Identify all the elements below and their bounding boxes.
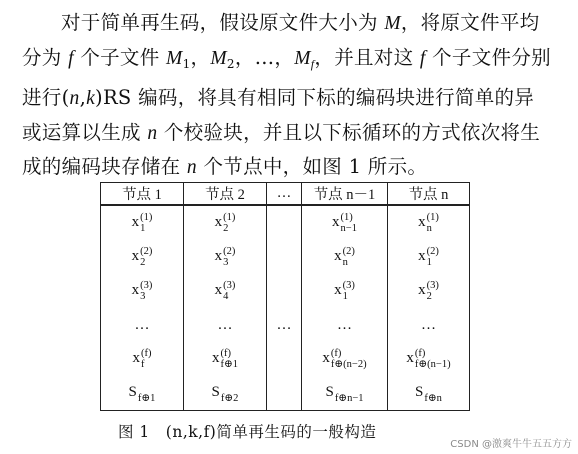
table-cell (184, 342, 267, 376)
symbol-subscript: f⊕1 (137, 393, 156, 404)
text-run: 对于简单再生码，假设原文件大小为 (61, 11, 385, 34)
symbol-base: … (421, 316, 436, 333)
symbol-subscript: f⊕n (424, 393, 442, 404)
symbol-base: x (406, 350, 414, 367)
text-run: ， (190, 45, 211, 69)
symbol-superscript: (1) (340, 212, 353, 223)
symbol-subscript: 1 (140, 223, 146, 234)
symbol-subscript: 3 (140, 291, 146, 302)
table-cell (267, 205, 302, 240)
symbol-scripts (331, 348, 367, 370)
table-cell (267, 308, 302, 342)
math-var: f (68, 47, 74, 69)
math-sub: 1 (182, 56, 191, 71)
symbol-base: x (131, 282, 140, 299)
symbol-base: x (418, 248, 426, 265)
table-cell (184, 205, 267, 240)
table-cell (101, 274, 184, 308)
symbol-subscript: 2 (223, 223, 229, 234)
table-row (101, 342, 470, 376)
symbol-scripts (427, 246, 439, 268)
symbol-subscript: 3 (223, 257, 229, 268)
symbol-scripts (140, 280, 152, 302)
para-line-2 (22, 41, 558, 82)
header-node-n: 节点 n (388, 183, 470, 206)
table-cell (302, 308, 388, 342)
symbol-base: S (325, 384, 334, 401)
table-cell (302, 240, 388, 274)
para-line-3 (22, 81, 558, 116)
symbol-superscript: (f) (141, 348, 152, 359)
symbol-scripts (427, 280, 439, 302)
text-run: 或运算以生成 (22, 120, 148, 144)
table-cell (388, 342, 470, 376)
symbol-scripts (141, 348, 152, 370)
table-row (101, 274, 470, 308)
symbol-superscript: (3) (140, 280, 153, 291)
symbol-subscript: 1 (342, 291, 348, 302)
symbol-superscript (335, 382, 364, 393)
table-cell (267, 376, 302, 411)
text-run: 个子文件分别 (425, 45, 551, 69)
para-line-1 (22, 6, 558, 41)
table-cell (184, 240, 267, 274)
table-header-row (101, 183, 470, 206)
symbol-subscript: 4 (223, 291, 229, 302)
symbol-scripts (140, 246, 152, 268)
symbol-superscript: (1) (140, 212, 153, 223)
text-run: 分为 (22, 45, 69, 69)
math-var: k (86, 88, 96, 109)
table-cell (101, 376, 184, 411)
table-cell (388, 308, 470, 342)
symbol-subscript: f (141, 359, 145, 370)
symbol-base: x (322, 350, 330, 367)
text-run: 个校验块，并且以下标循环的方式依次将生 (157, 120, 541, 144)
table-cell (101, 205, 184, 240)
para-line-4 (22, 116, 558, 151)
math-sub: f (310, 56, 315, 71)
symbol-base: x (214, 248, 223, 265)
symbol-base: x (132, 350, 140, 367)
text-run: ，并且对这 (314, 45, 420, 69)
symbol-scripts (223, 212, 235, 234)
math-var: n (69, 88, 80, 109)
symbol-subscript: n (426, 223, 432, 234)
symbol-subscript: 2 (426, 291, 432, 302)
math-var: M (384, 13, 401, 34)
math-var: M (294, 47, 311, 69)
symbol-base: x (418, 214, 426, 231)
symbol-superscript: (2) (342, 246, 355, 257)
table-cell (101, 240, 184, 274)
table-cell (302, 376, 388, 411)
symbol-base: x (334, 248, 342, 265)
node-storage-table (100, 182, 470, 411)
symbol-superscript: (2) (223, 246, 236, 257)
table-cell (388, 240, 470, 274)
table-cell (388, 205, 470, 240)
symbol-superscript: (2) (426, 246, 439, 257)
text-run: , (79, 86, 87, 109)
symbol-superscript: (f) (330, 348, 342, 359)
text-run: 个节点中，如图 1 所示。 (196, 155, 428, 178)
symbol-superscript: (2) (140, 246, 153, 257)
symbol-base: … (217, 316, 233, 333)
table-cell (302, 205, 388, 240)
table-cell (184, 376, 267, 411)
text-run: ，…， (234, 45, 295, 69)
symbol-subscript: f⊕2 (220, 393, 239, 404)
symbol-subscript: 1 (426, 257, 432, 268)
header-node-1: 节点 1 (101, 183, 184, 206)
header-node-n-minus-1: 节点 n－1 (302, 183, 388, 206)
symbol-base: x (211, 350, 220, 367)
symbol-scripts (138, 382, 156, 404)
symbol-superscript (221, 382, 239, 393)
figure-caption: 图 1 (n,k,f)简单再生码的一般构造 (118, 423, 377, 441)
symbol-scripts (140, 212, 152, 234)
header-node-2: 节点 2 (184, 183, 267, 206)
watermark: CSDN @激爽牛牛五五方方 (450, 439, 572, 450)
math-var: M (210, 47, 227, 69)
symbol-scripts (343, 280, 355, 302)
table-row (101, 205, 470, 240)
text-run: 个子文件 (73, 45, 167, 69)
symbol-superscript (138, 382, 156, 393)
math-var: n (186, 157, 197, 178)
table-cell (267, 274, 302, 308)
symbol-base: x (332, 214, 340, 231)
table-cell (184, 308, 267, 342)
symbol-scripts (221, 382, 239, 404)
text-run: 成的编码块存储在 (22, 155, 187, 178)
table-cell (388, 274, 470, 308)
symbol-subscript: f⊕1 (220, 359, 239, 370)
symbol-base: x (334, 282, 342, 299)
symbol-scripts (427, 212, 439, 234)
table-cell (184, 274, 267, 308)
symbol-superscript: (3) (223, 280, 236, 291)
symbol-superscript (424, 382, 442, 393)
text-run: ，将原文件平均 (400, 11, 540, 34)
symbol-superscript: (3) (342, 280, 355, 291)
table-cell (101, 308, 184, 342)
table-cell (302, 342, 388, 376)
table-cell (101, 342, 184, 376)
symbol-scripts (223, 246, 235, 268)
symbol-subscript: f⊕(n−2) (330, 359, 367, 370)
symbol-superscript: (1) (426, 212, 439, 223)
symbol-base: S (415, 384, 424, 401)
table-cell (267, 342, 302, 376)
symbol-base: x (418, 282, 426, 299)
table-cell (388, 376, 470, 411)
symbol-base: x (131, 214, 140, 231)
table-cell (302, 274, 388, 308)
symbol-base: S (211, 384, 220, 401)
symbol-scripts (335, 382, 364, 404)
symbol-subscript: n−1 (340, 223, 357, 234)
symbol-scripts (415, 348, 451, 370)
symbol-superscript: (f) (414, 348, 426, 359)
math-sub: 2 (226, 56, 235, 71)
symbol-base: x (131, 248, 140, 265)
symbol-base: x (214, 214, 223, 231)
symbol-scripts (343, 246, 355, 268)
symbol-scripts (223, 280, 235, 302)
symbol-base: … (134, 316, 150, 333)
table-cell (267, 240, 302, 274)
symbol-superscript: (f) (220, 348, 231, 359)
symbol-base: S (128, 384, 137, 401)
symbol-scripts (341, 212, 357, 234)
header-ellipsis: … (267, 183, 302, 206)
symbol-superscript: (3) (426, 280, 439, 291)
body-paragraph (22, 6, 558, 185)
text-run: 进行( (22, 86, 70, 109)
symbol-superscript: (1) (223, 212, 236, 223)
math-var: f (419, 47, 426, 69)
symbol-base: … (337, 316, 352, 333)
symbol-subscript: f⊕n−1 (334, 393, 364, 404)
table-row (101, 308, 470, 342)
table-row (101, 376, 470, 411)
text-run: )RS 编码，将具有相同下标的编码块进行简单的异 (95, 86, 535, 109)
symbol-base: x (214, 282, 223, 299)
math-var: n (147, 122, 158, 144)
symbol-base: … (276, 316, 292, 333)
table-row (101, 240, 470, 274)
math-var: M (166, 47, 183, 69)
symbol-subscript: 2 (140, 257, 146, 268)
symbol-subscript: f⊕(n−1) (414, 359, 451, 370)
para-line-5 (22, 150, 558, 185)
symbol-scripts (220, 348, 238, 370)
symbol-scripts (424, 382, 442, 404)
symbol-subscript: n (342, 257, 348, 268)
